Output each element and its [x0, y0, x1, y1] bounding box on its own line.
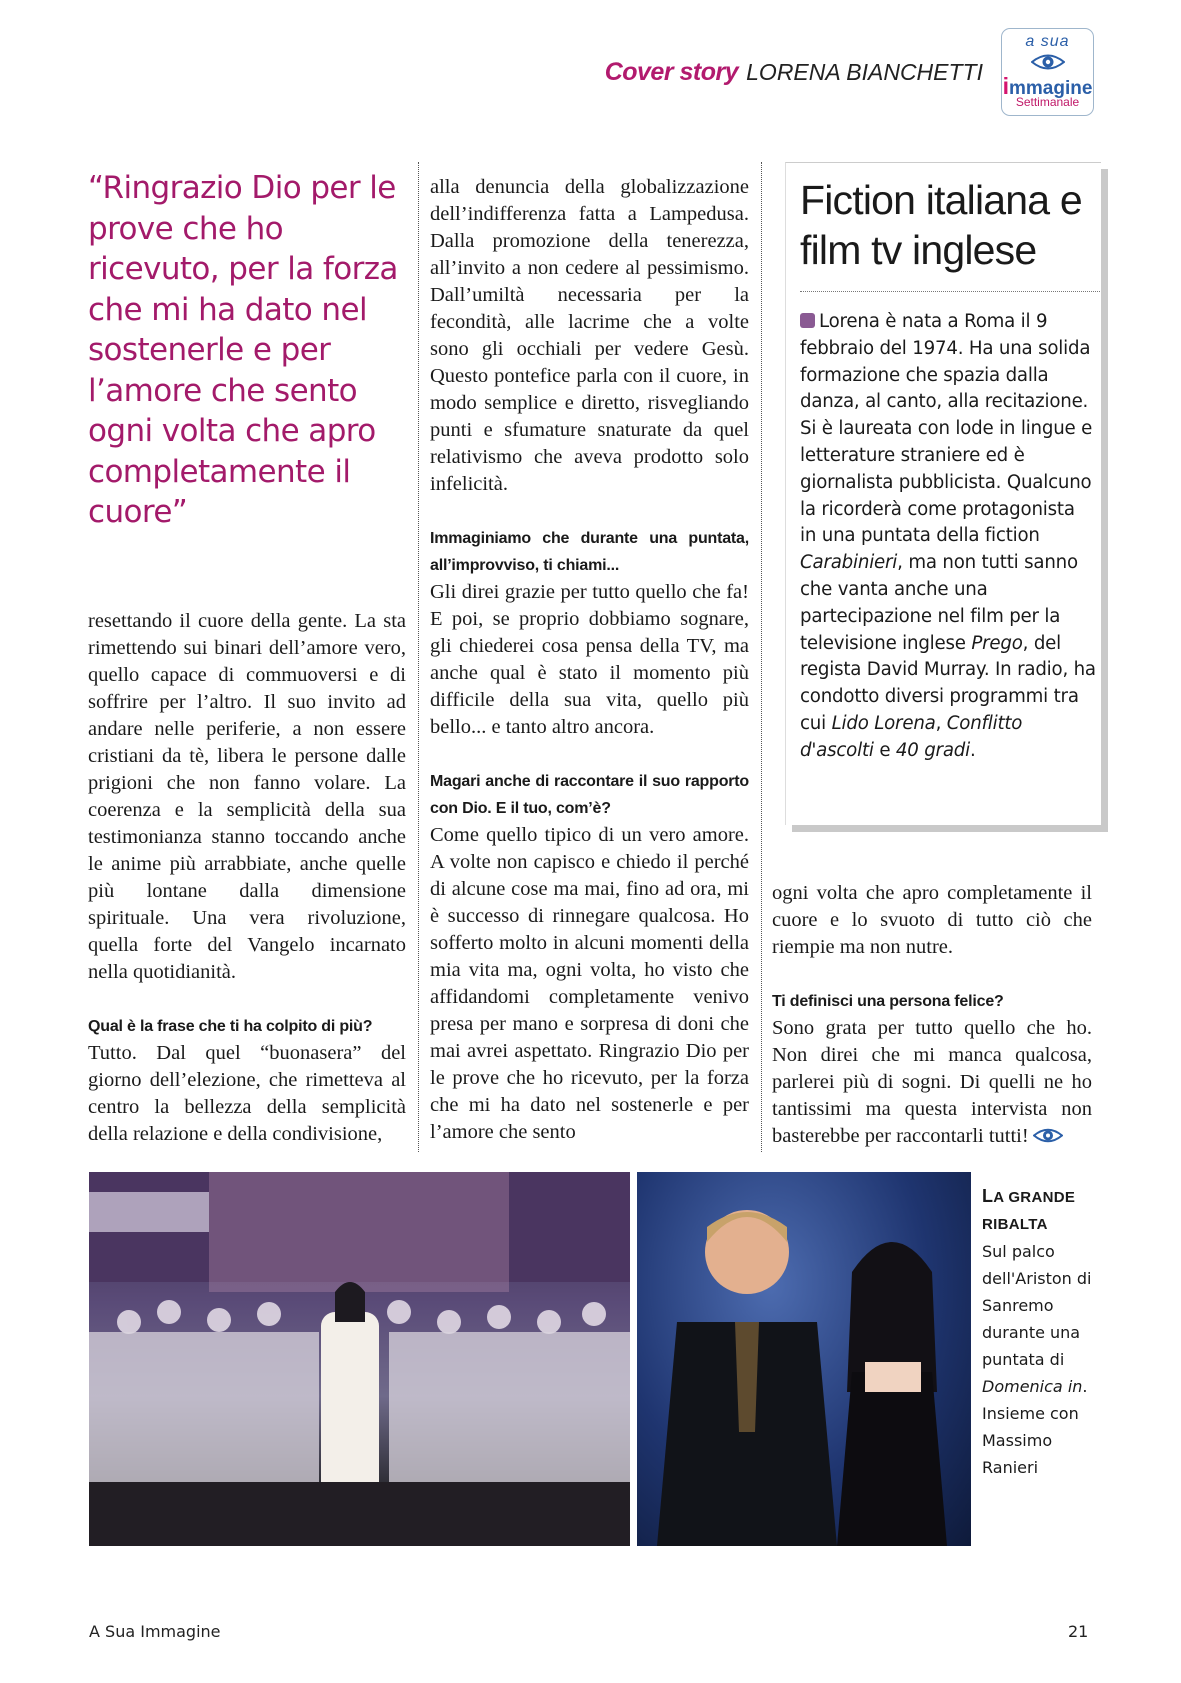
- sidebar-title-ref: Carabinieri: [800, 552, 898, 574]
- article-paragraph: Tutto. Dal quel “buonasera” del giorno dell’elezione, che rimetteva al centro la bellezza della semplicità della relazione e della condivisione,: [88, 1042, 406, 1145]
- article-paragraph: Come quello tipico di un vero amore. A volte non capisco e chiedo il perché di alcune cose ma mai, fino ad ora, mi è successo di rinnegare qualcosa. Ho sofferto molto in alcuni momenti della mia vita ma, ogni volta, ho visto che affidandomi completamente venivo presa per mano e sorpresa di doni che mai avrei aspettato. Ringrazio Dio per le prove che ho ricevuto, per la forza che mi ha dato nel sostenerle e per l’amore che sento: [430, 824, 749, 1143]
- sidebar-text-part: e: [873, 739, 896, 761]
- caption-show-name: Domenica in: [982, 1377, 1083, 1396]
- article-paragraph: [772, 1015, 1092, 1150]
- article-column-1: [88, 608, 406, 1148]
- sidebar-text-part: , ma non tutti sanno che vanta anche una partecipazione nel film per la televisione inglese: [800, 552, 1078, 654]
- logo-name-initial: i: [1002, 73, 1009, 99]
- stage-photo: [89, 1172, 630, 1546]
- section-subject: LORENA BIANCHETTI: [746, 59, 983, 85]
- article-paragraph: alla denuncia della globalizzazione dell’indifferenza fatta a Lampedusa. Dalla promozione della tenerezza, all’invito a non cedere al pessimismo. Dall’umiltà necessaria per la fecondità, alle lacrime che a volte sono gli occhiali per vedere Gesù. Questo pontefice parla con il cuore, in modo semplice e diretto, risvegliando punti e sfumature snaturate da quel relativismo che aveva prodotto solo infelicità.: [430, 176, 749, 495]
- sidebar-text-part: .: [969, 739, 976, 761]
- stage-photo-illustration: [89, 1172, 630, 1546]
- caption-text-part: . Insieme con Massimo Ranieri: [982, 1377, 1088, 1477]
- end-mark-eye-icon: [1033, 1127, 1063, 1144]
- sidebar-rule: [800, 291, 1100, 292]
- sidebar-text: [800, 309, 1096, 765]
- sidebar-title-ref: Conflitto d'ascolti: [800, 712, 1023, 761]
- footer-magazine-name: A Sua Immagine: [89, 1622, 221, 1641]
- article-paragraph-text: Sono grata per tutto quello che ho. Non direi che mi manca qualcosa, parlerei più di sogni. Di quelli ne ho tantissimi ma questa intervista non basterebbe per raccontarli tutti!: [772, 1017, 1092, 1147]
- sidebar-text-part: ,: [935, 712, 947, 734]
- sidebar-text-part: Lorena è nata a Roma il 9 febbraio del 1974. Ha una solida formazione che spazia dalla danza, al canto, alla recitazione. Si è laureata con lode in lingue e letterature straniere ed è giornalista pubblicista. Qualcuno la ricorderà come protagonista in una puntata della fiction: [800, 311, 1093, 547]
- article-paragraph: Gli direi grazie per tutto quello che fa! E poi, se proprio dobbiamo sognare, gli chiederei cosa pensa della TV, ma anche qual è stato il momento più difficile della sua vita, quello più bello... e tanto altro ancora.: [430, 581, 749, 738]
- caption-title-initial: L: [982, 1186, 994, 1206]
- hosts-photo: [637, 1172, 971, 1546]
- sidebar-title: Fiction italiana e film tv inglese: [800, 177, 1082, 273]
- interview-question: Qual è la frase che ti ha colpito di più?: [88, 1018, 373, 1035]
- article-paragraph: ogni volta che apro completamente il cuore e lo svuoto di tutto ciò che riempie ma non nutre.: [772, 882, 1092, 958]
- column-divider: [418, 162, 419, 1152]
- column-divider: [761, 162, 762, 1152]
- sidebar-title-ref: Prego: [971, 632, 1023, 654]
- bio-sidebar: [785, 162, 1101, 825]
- article-column-2: [430, 174, 749, 1146]
- logo-name-rest: mmagine: [1008, 78, 1093, 99]
- eye-icon: [1031, 53, 1065, 71]
- article-column-3: [772, 880, 1092, 1150]
- sidebar-title-ref: 40 gradi: [895, 739, 970, 761]
- running-header: [605, 58, 983, 98]
- sidebar-title-ref: Lido Lorena: [831, 712, 936, 734]
- section-label: Cover story: [604, 58, 739, 86]
- magazine-logo: [1001, 28, 1094, 116]
- caption-title-line-2: RIBALTA: [982, 1216, 1048, 1233]
- interview-question: Immaginiamo che durante una puntata, all’improvviso, ti chiami...: [430, 530, 749, 574]
- logo-subtitle: Settimanale: [1015, 95, 1080, 109]
- hosts-photo-illustration: [637, 1172, 971, 1546]
- caption-text-part: Sul palco dell'Ariston di Sanremo durante una puntata di: [982, 1242, 1092, 1369]
- pull-quote: “Ringrazio Dio per le prove che ho ricevuto, per la forza che mi ha dato nel sostenerle e per l’amore che sento ogni volta che apro completamente il cuore”: [88, 170, 398, 530]
- interview-question: Magari anche di raccontare il suo rapporto con Dio. E il tuo, com’è?: [430, 773, 749, 817]
- caption-title-rest: A GRANDE: [993, 1189, 1076, 1206]
- caption-title: [982, 1183, 1102, 1238]
- sidebar-text-part: , del regista David Murray. In radio, ha condotto diversi programmi tra cui: [800, 632, 1096, 734]
- article-paragraph: resettando il cuore della gente. La sta rimettendo sui binari dell’amore vero, quello capace di commuoversi e di soffrire per l’altro. Il suo invito ad andare nelle periferie, a non essere cristiani da tè, libera le persone dalle prigioni che non fanno volare. La coerenza e la semplicità della sua testimonianza stanno toccando anche le anime più arrabbiate, anche quelle più lontane dalla dimensione spirituale. Una vera rivoluzione, quella forte del Vangelo incarnato nella quotidianità.: [88, 610, 406, 983]
- photo-caption: [982, 1183, 1102, 1481]
- page-number: 21: [1068, 1622, 1089, 1641]
- interview-question: Ti definisci una persona felice?: [772, 993, 1004, 1010]
- bullet-square-icon: [800, 313, 815, 328]
- caption-text: [982, 1238, 1102, 1481]
- logo-top-text: a sua: [1025, 33, 1070, 50]
